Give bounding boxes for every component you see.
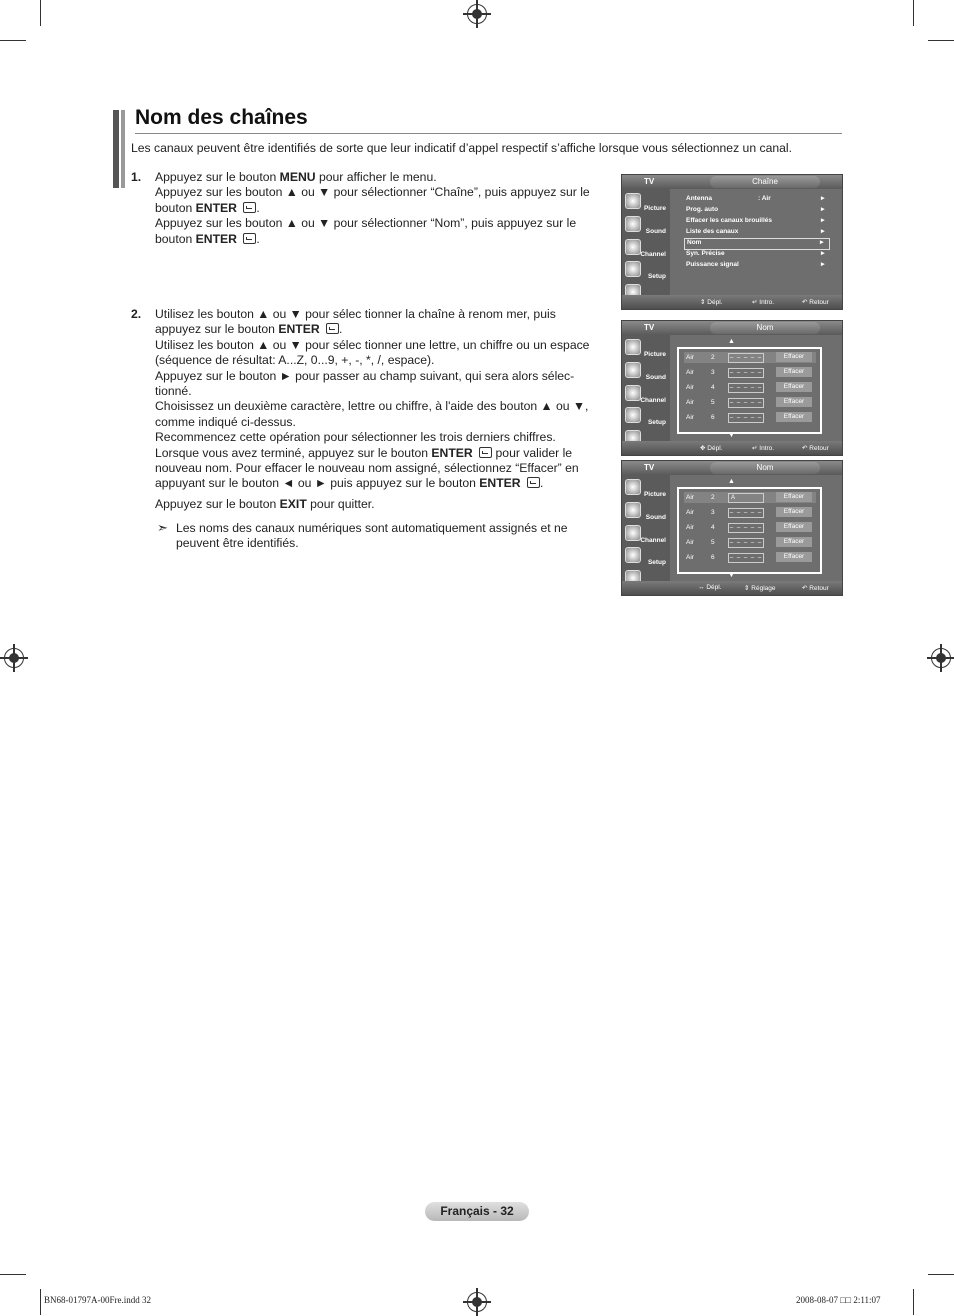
side-item-channel[interactable]: Channel: [640, 537, 666, 544]
effacer-button[interactable]: Effacer: [776, 552, 812, 562]
screen-name-menu-2: [621, 460, 843, 596]
side-item-setup[interactable]: Setup: [647, 273, 666, 280]
step-1-text: [155, 170, 605, 247]
step-2-line: nouveau nom. Pour effacer le nouveau nom assigné, sélectionnez “Effacer” en: [155, 461, 579, 476]
step-2-text: [155, 307, 605, 492]
foot-enter: ↵ Intro.: [752, 299, 775, 306]
menu-item-nom[interactable]: Nom ►: [684, 238, 830, 250]
print-date: 2008-08-07 □□ 2:11:07: [796, 1295, 881, 1305]
exit-instruction: [155, 497, 605, 512]
foot-enter: ↵ Intro.: [752, 445, 775, 452]
setup-icon: [625, 547, 641, 563]
menu-item-antenna[interactable]: Antenna : Air ►: [686, 195, 826, 202]
step-2-line: Choisissez un deuxième caractère, lettre ou chiffre, à l'aide des bouton ▲ ou ▼,: [155, 399, 589, 414]
step-2-line: appuyant sur le bouton ◄ ou ► puis appuyez sur le bouton ENTER .: [155, 476, 544, 491]
title-bar-accent-light: [121, 110, 125, 188]
picture-icon: [625, 193, 641, 209]
foot-adjust: ⇕ Réglage: [744, 585, 776, 592]
foot-return: ↶ Retour: [802, 585, 829, 592]
name-row[interactable]: Air 5 – – – – – Effacer: [684, 397, 816, 408]
menu-item-effacer-canaux[interactable]: Effacer les canaux brouillés ►: [686, 217, 826, 224]
name-row[interactable]: Air 6 – – – – – Effacer: [684, 552, 816, 563]
tv-label: TV: [644, 177, 655, 186]
menu-title: Chaîne: [710, 176, 820, 188]
step-2-line: Lorsque vous avez terminé, appuyez sur le bouton ENTER pour valider le: [155, 445, 573, 460]
sound-icon: [625, 216, 641, 232]
step-1-line: bouton ENTER .: [155, 231, 260, 246]
effacer-button[interactable]: Effacer: [776, 382, 812, 392]
effacer-button[interactable]: Effacer: [776, 412, 812, 422]
effacer-button[interactable]: Effacer: [776, 367, 812, 377]
side-item-picture[interactable]: Picture: [643, 205, 666, 212]
side-item-picture[interactable]: Picture: [643, 491, 666, 498]
foot-move: ✥ Dépl.: [700, 445, 723, 452]
name-row[interactable]: Air 3 – – – – – Effacer: [684, 507, 816, 518]
effacer-button[interactable]: Effacer: [776, 397, 812, 407]
side-item-setup[interactable]: Setup: [647, 419, 666, 426]
menu-title: Nom: [710, 462, 820, 474]
name-row[interactable]: Air 4 – – – – – Effacer: [684, 522, 816, 533]
step-2-number: 2.: [131, 307, 142, 321]
enter-icon: [479, 447, 492, 458]
effacer-button[interactable]: Effacer: [776, 537, 812, 547]
foot-return: ↶ Retour: [802, 299, 829, 306]
menu-title: Nom: [710, 322, 820, 334]
step-2-line: tionné.: [155, 384, 192, 399]
name-row[interactable]: Air 2 – – – – – Effacer: [684, 352, 816, 363]
step-2-line: Utilisez les bouton ▲ ou ▼ pour sélec tionner une lettre, un chiffre ou un espace: [155, 337, 590, 352]
menu-item-puissance-signal[interactable]: Puissance signal ►: [686, 261, 826, 268]
step-1-line: bouton ENTER .: [155, 200, 260, 215]
name-row[interactable]: Air 6 – – – – – Effacer: [684, 412, 816, 423]
enter-icon: [527, 477, 540, 488]
foot-move: ⇕ Dépl.: [700, 299, 723, 306]
title-rule: [135, 133, 842, 134]
name-row[interactable]: Air 2 A Effacer: [684, 492, 816, 503]
side-item-channel[interactable]: Channel: [640, 251, 666, 258]
up-arrow-icon: ▲: [728, 478, 735, 485]
side-item-picture[interactable]: Picture: [643, 351, 666, 358]
step-1-number: 1.: [131, 170, 142, 184]
page-title: Nom des chaînes: [135, 106, 308, 129]
picture-icon: [625, 339, 641, 355]
exit-line: Appuyez sur le bouton EXIT pour quitter.: [155, 497, 375, 511]
effacer-button[interactable]: Effacer: [776, 492, 812, 502]
title-bar-accent: [113, 110, 119, 188]
enter-icon: [243, 202, 256, 213]
enter-icon: [243, 233, 256, 244]
side-item-sound[interactable]: Sound: [645, 514, 666, 521]
registration-mark-bottom: [467, 1292, 487, 1312]
channel-icon: [625, 239, 641, 255]
effacer-button[interactable]: Effacer: [776, 352, 812, 362]
registration-mark-top: [467, 4, 487, 24]
screen-channel-menu: [621, 174, 843, 310]
menu-item-syn-precise[interactable]: Syn. Précise ►: [686, 250, 826, 257]
step-2-line: Utilisez les bouton ▲ ou ▼ pour sélec tionner la chaîne à renom mer, puis: [155, 307, 556, 321]
step-1-line: Appuyez sur les bouton ▲ ou ▼ pour sélectionner “Nom”, puis appuyez sur le: [155, 216, 577, 231]
channel-icon: [625, 525, 641, 541]
name-row[interactable]: Air 3 – – – – – Effacer: [684, 367, 816, 378]
step-2-line: Recommencez cette opération pour sélectionner les trois derniers chiffres.: [155, 430, 556, 445]
side-item-channel[interactable]: Channel: [640, 397, 666, 404]
step-2-line: Appuyez sur le bouton ► pour passer au champ suivant, qui sera alors sélec-: [155, 368, 575, 383]
screen-name-menu-1: [621, 320, 843, 456]
sound-icon: [625, 362, 641, 378]
effacer-button[interactable]: Effacer: [776, 522, 812, 532]
down-arrow-icon: ▼: [728, 572, 735, 579]
enter-icon: [326, 323, 339, 334]
foot-return: ↶ Retour: [802, 445, 829, 452]
effacer-button[interactable]: Effacer: [776, 507, 812, 517]
side-item-sound[interactable]: Sound: [645, 228, 666, 235]
side-item-sound[interactable]: Sound: [645, 374, 666, 381]
foot-move: ↔ Dépl.: [698, 584, 722, 591]
picture-icon: [625, 479, 641, 495]
name-row[interactable]: Air 5 – – – – – Effacer: [684, 537, 816, 548]
up-arrow-icon: ▲: [728, 338, 735, 345]
down-arrow-icon: ▼: [728, 432, 735, 439]
tv-label: TV: [644, 463, 655, 472]
step-2-line: (séquence de résultat: A...Z, 0...9, +, -, *, /, espace).: [155, 353, 435, 368]
note-text: [176, 521, 596, 552]
note-line: peuvent être identifiés.: [176, 536, 299, 551]
note-arrow-icon: ➣: [157, 520, 168, 535]
menu-item-prog-auto[interactable]: Prog. auto ►: [686, 206, 826, 213]
note-line: Les noms des canaux numériques sont automatiquement assignés et ne: [176, 521, 568, 535]
side-item-setup[interactable]: Setup: [647, 559, 666, 566]
registration-mark-left: [4, 648, 24, 668]
menu-item-liste-canaux[interactable]: Liste des canaux ►: [686, 228, 826, 235]
step-2-line: appuyez sur le bouton ENTER .: [155, 322, 343, 337]
setup-icon: [625, 407, 641, 423]
intro-text: Les canaux peuvent être identifiés de sorte que leur indicatif d’appel respectif s’affiche lorsque vous sélectionnez un canal.: [131, 141, 793, 155]
tv-label: TV: [644, 323, 655, 332]
setup-icon: [625, 261, 641, 277]
print-file: BN68-01797A-00Fre.indd 32: [44, 1295, 151, 1305]
step-1-line: Appuyez sur les bouton ▲ ou ▼ pour sélectionner “Chaîne”, puis appuyez sur le: [155, 185, 590, 200]
sound-icon: [625, 502, 641, 518]
step-1-line: Appuyez sur le bouton MENU pour afficher le menu.: [155, 170, 437, 184]
name-row[interactable]: Air 4 – – – – – Effacer: [684, 382, 816, 393]
registration-mark-right: [931, 648, 951, 668]
step-2-line: comme indiqué ci-dessus.: [155, 414, 296, 429]
channel-icon: [625, 385, 641, 401]
page-number-pill: Français - 32: [425, 1202, 529, 1221]
